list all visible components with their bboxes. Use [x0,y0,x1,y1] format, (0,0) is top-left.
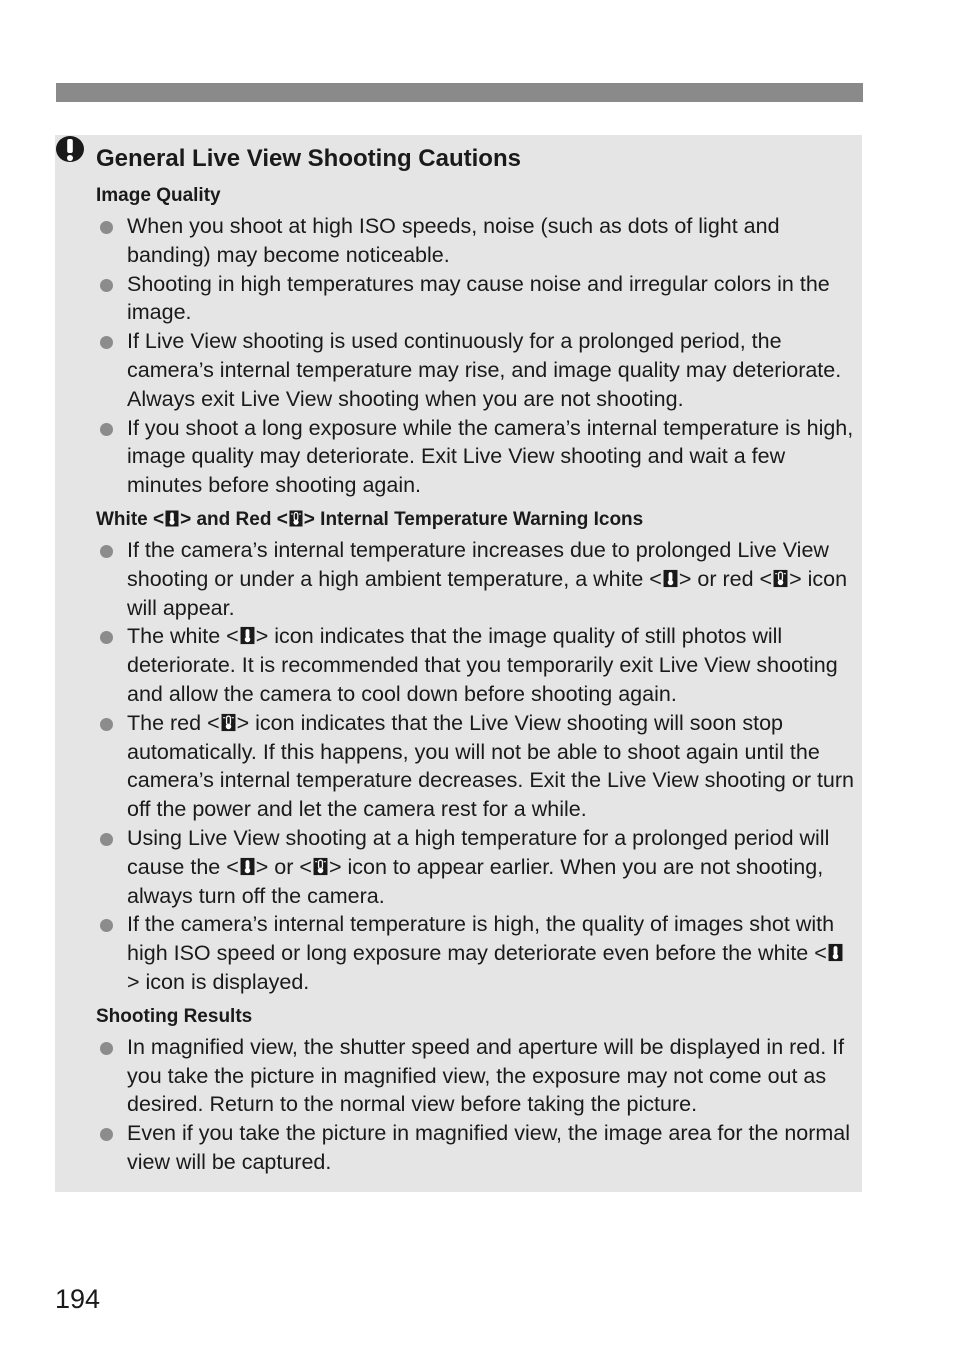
bullet-icon [100,1128,113,1141]
list-image-quality [96,212,856,500]
page-title: General Live View Shooting Cautions [96,145,521,172]
list-item: When you shoot at high ISO speeds, noise (such as dots of light and banding) may become noticeable. [96,212,856,270]
white-temperature-warning-icon [663,569,678,588]
list-item: The white < > icon indicates that the image quality of still photos will deteriorate. It is recommended that you temporarily exit Live View shooting and allow the camera to cool down before shooting again. [96,622,856,708]
red-temperature-warning-icon [289,510,303,527]
list-item: Even if you take the picture in magnified view, the image area for the normal view will be captured. [96,1119,856,1177]
caution-icon [55,135,85,165]
bullet-icon [100,279,113,292]
white-temperature-warning-icon [240,857,255,876]
bullet-icon [100,221,113,234]
caution-content [96,182,856,1177]
list-item: If the camera’s internal temperature is high, the quality of images shot with high ISO speed or long exposure may deteriorate even before the white <> icon is displayed. [96,910,856,996]
red-temperature-warning-icon [773,569,788,588]
bullet-icon [100,423,113,436]
bullet-icon [100,919,113,932]
list-item: Shooting in high temperatures may cause noise and irregular colors in the image. [96,270,856,328]
list-item: In magnified view, the shutter speed and aperture will be displayed in red. If you take the picture in magnified view, the exposure may not come out as desired. Return to the normal view before taking the picture. [96,1033,856,1119]
list-temperature-warning [96,536,856,997]
list-item: If the camera’s internal temperature increases due to prolonged Live View shooting or under a high ambient temperature, a white < > or red < > icon will appear. [96,536,856,622]
bullet-icon [100,833,113,846]
list-shooting-results [96,1033,856,1177]
caution-box [55,135,862,1192]
list-item: If you shoot a long exposure while the camera’s internal temperature is high, image quality may deteriorate. Exit Live View shooting and wait a few minutes before shooting again. [96,414,856,500]
section-heading-image-quality: Image Quality [96,185,221,206]
section-heading-shooting-results: Shooting Results [96,1005,253,1027]
section-heading-temperature-warning: White < > and Red < > Internal Temperature Warning Icons [96,508,644,530]
list-item: Using Live View shooting at a high temperature for a prolonged period will cause the < > or < > icon to appear earlier. When you are not shooting, always turn off the camera. [96,824,856,910]
bullet-icon [100,718,113,731]
list-item: If Live View shooting is used continuously for a prolonged period, the camera’s internal temperature may rise, and image quality may deteriorate. Always exit Live View shooting when you are not shooting. [96,327,856,413]
white-temperature-warning-icon [828,943,843,962]
header-bar [56,83,863,102]
list-item: The red < > icon indicates that the Live View shooting will soon stop automatically. If this happens, you will not be able to shoot again until the camera’s internal temperature decreases. Exit the Live View shooting or turn off the power and let the camera rest for a while. [96,709,856,824]
red-temperature-warning-icon [313,857,328,876]
bullet-icon [100,545,113,558]
bullet-icon [100,336,113,349]
white-temperature-warning-icon [240,626,255,645]
red-temperature-warning-icon [221,713,236,732]
page-number: 194 [55,1284,101,1314]
bullet-icon [100,631,113,644]
bullet-icon [100,1042,113,1055]
white-temperature-warning-icon [165,510,179,527]
